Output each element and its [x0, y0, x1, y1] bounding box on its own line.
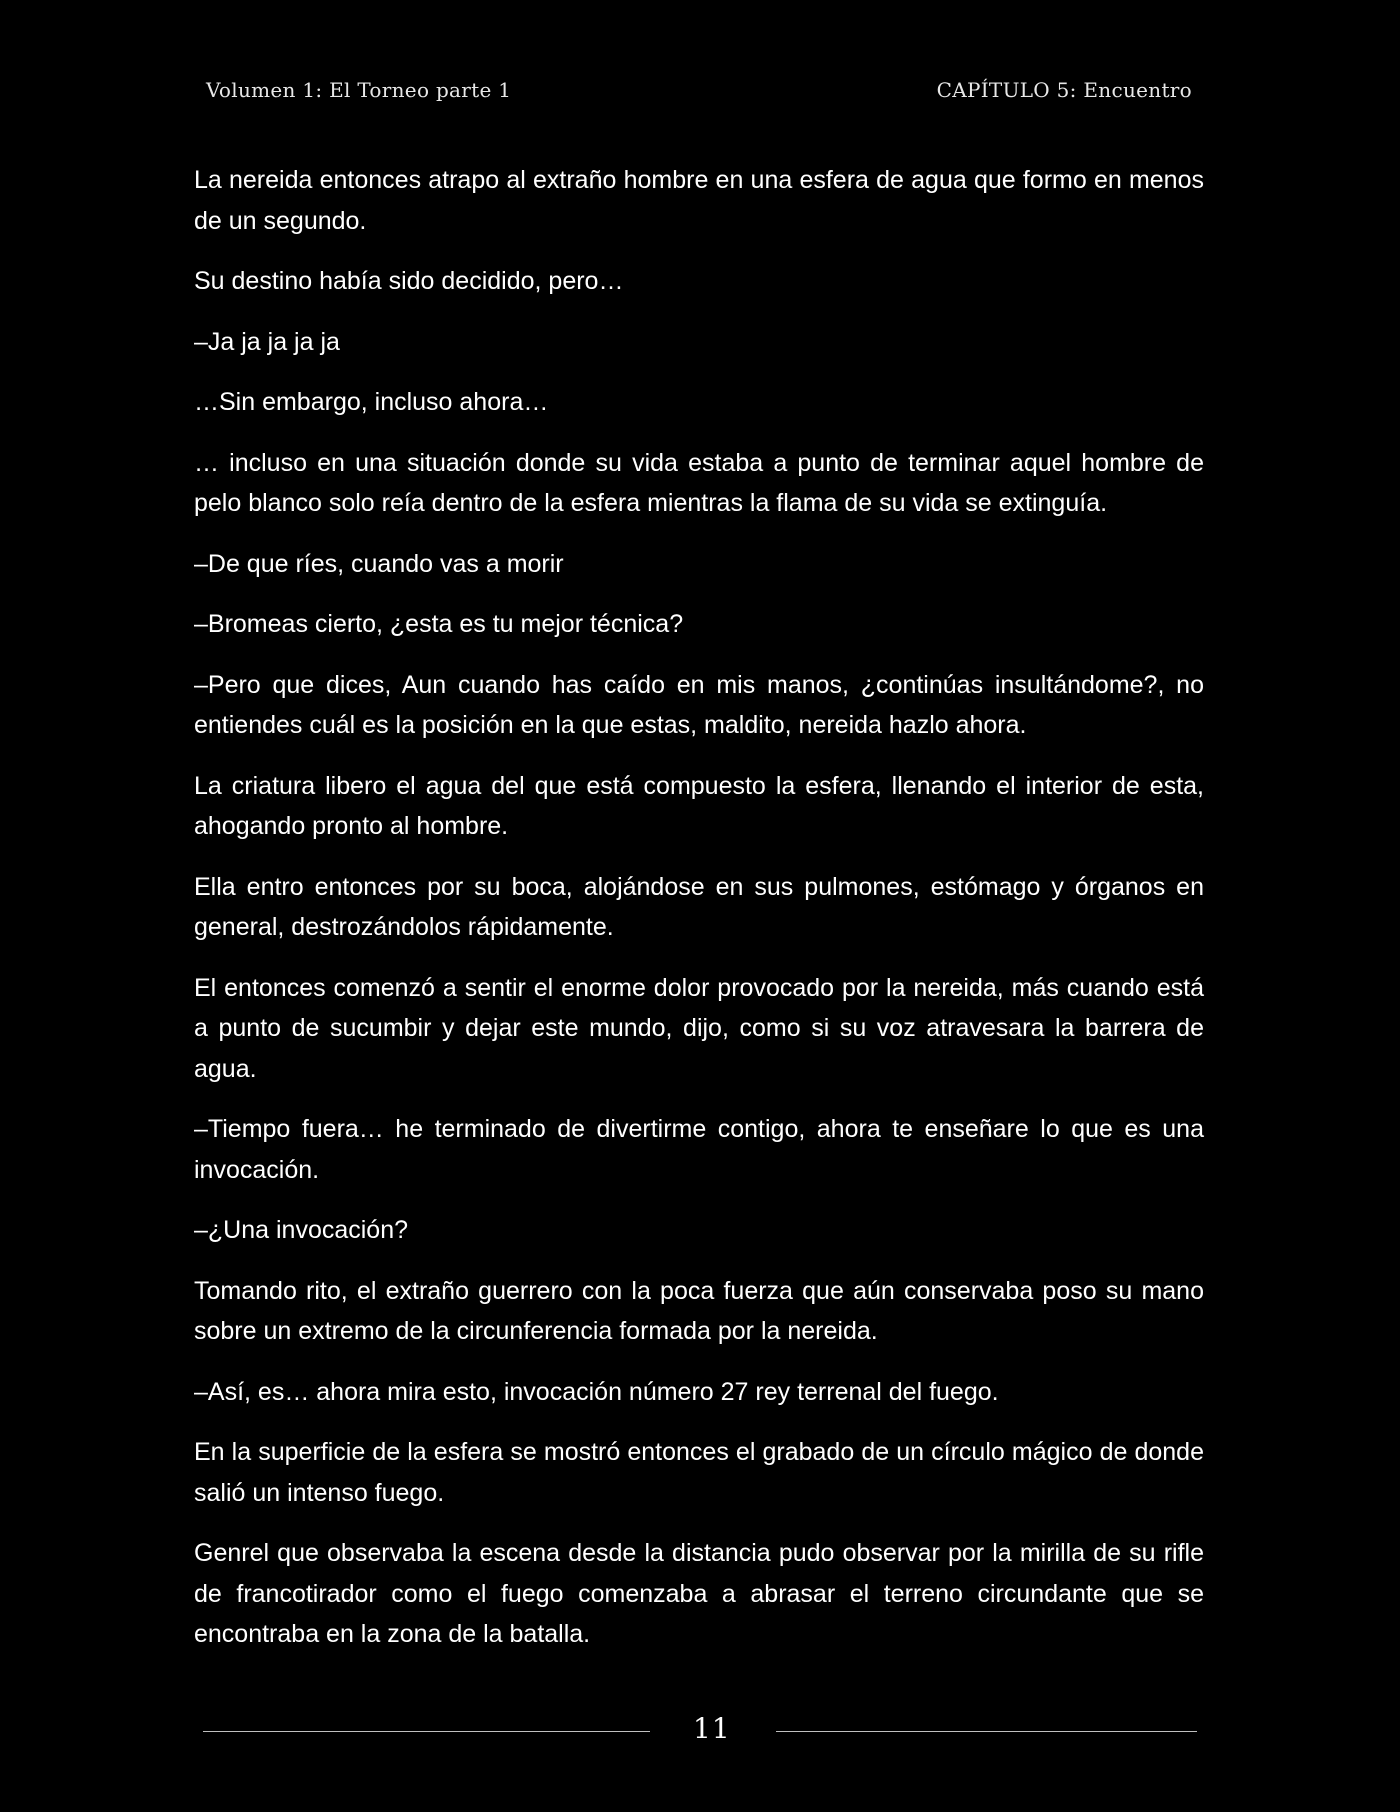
paragraph: …Sin embargo, incluso ahora… — [194, 388, 549, 416]
paragraph: –Ja ja ja ja ja — [194, 327, 340, 356]
paragraph: –De que ríes, cuando vas a morir — [194, 549, 564, 578]
footer-rule-right — [776, 1731, 1197, 1732]
paragraph: … incluso en una situación donde su vida estaba a punto de terminar aquel hombre de pelo blanco solo reía dentro de la esfera mientras la flama de su vida se extinguía. — [194, 448, 1204, 517]
paragraph: El entonces comenzó a sentir el enorme dolor provocado por la nereida, más cuando está a punto de sucumbir y dejar este mundo, dijo, como si su voz atravesara la barrera de agua. — [194, 973, 1204, 1083]
paragraph: Ella entro entonces por su boca, alojándose en sus pulmones, estómago y órganos en general, destrozándolos rápidamente. — [194, 872, 1204, 941]
paragraph: –Bromeas cierto, ¿esta es tu mejor técnica? — [194, 610, 684, 638]
volume-title: Volumen 1: El Torneo parte 1 — [206, 78, 512, 102]
paragraph: Su destino había sido decidido, pero… — [194, 267, 624, 295]
paragraph: –Así, es… ahora mira esto, invocación número 27 rey terrenal del fuego. — [194, 1377, 999, 1406]
paragraph: Tomando rito, el extraño guerrero con la poca fuerza que aún conservaba poso su mano sobre un extremo de la circunferencia formada por la nereida. — [194, 1276, 1204, 1345]
chapter-body — [194, 160, 1204, 1675]
paragraph: Genrel que observaba la escena desde la distancia pudo observar por la mirilla de su rifle de francotirador como el fuego comenzaba a abrasar el terreno circundante que se encontraba en la zona de la batalla. — [194, 1539, 1204, 1648]
paragraph: En la superficie de la esfera se mostró entonces el grabado de un círculo mágico de donde salió un intenso fuego. — [194, 1438, 1204, 1507]
page-number: 11 — [693, 1712, 731, 1745]
paragraph: La criatura libero el agua del que está compuesto la esfera, llenando el interior de esta, ahogando pronto al hombre. — [194, 771, 1204, 840]
chapter-title: CAPÍTULO 5: Encuentro — [936, 78, 1192, 102]
footer-rule-left — [203, 1731, 650, 1732]
page-footer — [203, 1712, 1197, 1752]
running-header — [206, 78, 1192, 108]
paragraph: –Pero que dices, Aun cuando has caído en mis manos, ¿continúas insultándome?, no entiendes cuál es la posición en la que estas, maldito, nereida hazlo ahora. — [194, 670, 1204, 739]
paragraph: La nereida entonces atrapo al extraño hombre en una esfera de agua que formo en menos de un segundo. — [194, 166, 1204, 235]
paragraph: –Tiempo fuera… he terminado de divertirme contigo, ahora te enseñare lo que es una invocación. — [194, 1115, 1204, 1184]
paragraph: –¿Una invocación? — [194, 1216, 409, 1244]
